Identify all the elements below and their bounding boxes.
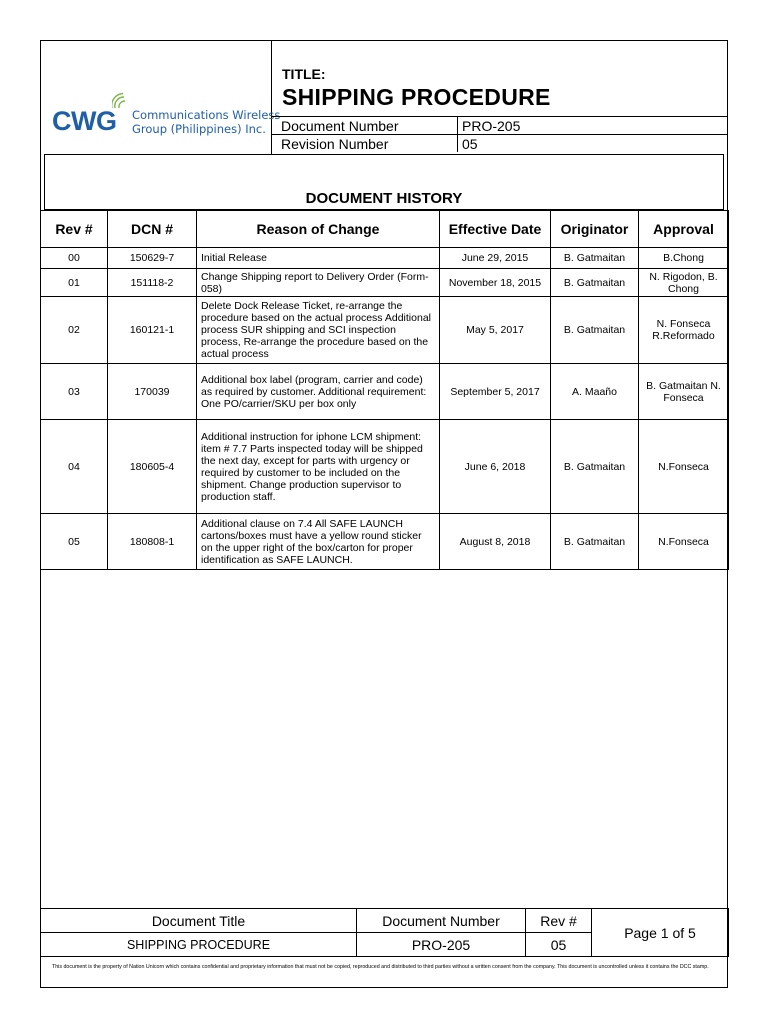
reason-cell: Delete Dock Release Ticket, re-arrange the procedure based on the actual process Additional process SUR shipping and SCI inspection process, Re-arrange the procedure based on the actual process <box>197 297 440 364</box>
originator-cell: B. Gatmaitan <box>551 297 639 364</box>
document-title: SHIPPING PROCEDURE <box>282 84 551 110</box>
footer-rev-label: Rev # <box>526 909 592 933</box>
date-cell: November 18, 2015 <box>440 269 551 297</box>
footer-doc-title-label: Document Title <box>41 909 357 933</box>
approval-cell: N. Rigodon, B. Chong <box>639 269 729 297</box>
rev-cell: 05 <box>41 514 108 570</box>
table-row <box>41 364 729 420</box>
company-name-line2: Group (Philippines) Inc. <box>132 122 266 136</box>
confidentiality-disclaimer: This document is the property of Nation Unicorn which contains confidential and proprietary information that must not be copied, reproduced and distributed to third parties without a written consent from the company. This document is uncontrolled unless it contains the DCC stamp. <box>52 964 709 970</box>
revision-label: Revision Number <box>281 136 389 152</box>
dcn-cell: 170039 <box>108 364 197 420</box>
reason-cell: Additional clause on 7.4 All SAFE LAUNCH cartons/boxes must have a yellow round sticker on the upper right of the box/carton for proper identification as SAFE LAUNCH. <box>197 514 440 570</box>
approval-cell: N. Fonseca R.Reformado <box>639 297 729 364</box>
document-header <box>40 40 728 154</box>
reason-cell: Additional instruction for iphone LCM shipment: item # 7.7 Parts inspected today will be shipped the next day, except for parts with urgency or required by customer to be included on the shipment. Change production supervisor to production staff. <box>197 420 440 514</box>
footer-rev: 05 <box>526 933 592 957</box>
column-header-dcn: DCN # <box>108 211 197 248</box>
document-history-section <box>44 154 724 210</box>
rev-cell: 04 <box>41 420 108 514</box>
reason-cell: Initial Release <box>197 248 440 269</box>
table-row <box>41 420 729 514</box>
dcn-cell: 150629-7 <box>108 248 197 269</box>
dcn-cell: 160121-1 <box>108 297 197 364</box>
title-label: TITLE: <box>282 66 326 82</box>
reason-cell: Additional box label (program, carrier and code) as required by customer. Additional requirement: One PO/carrier/SKU per box only <box>197 364 440 420</box>
approval-cell: B.Chong <box>639 248 729 269</box>
dcn-cell: 180808-1 <box>108 514 197 570</box>
company-name-line1: Communications Wireless <box>132 108 281 122</box>
doc-number-label: Document Number <box>281 118 399 134</box>
approval-cell: N.Fonseca <box>639 420 729 514</box>
document-footer <box>40 908 729 957</box>
document-history-table <box>40 210 729 570</box>
originator-cell: A. Maaño <box>551 364 639 420</box>
rev-cell: 03 <box>41 364 108 420</box>
rev-cell: 00 <box>41 248 108 269</box>
approval-cell: B. Gatmaitan N. Fonseca <box>639 364 729 420</box>
table-row <box>41 269 729 297</box>
column-header-reason: Reason of Change <box>197 211 440 248</box>
footer-doc-number: PRO-205 <box>357 933 526 957</box>
dcn-cell: 151118-2 <box>108 269 197 297</box>
logo-wordmark: CWG <box>52 106 117 136</box>
originator-cell: B. Gatmaitan <box>551 269 639 297</box>
column-header-originator: Originator <box>551 211 639 248</box>
revision-row <box>272 134 728 152</box>
date-cell: August 8, 2018 <box>440 514 551 570</box>
rev-cell: 02 <box>41 297 108 364</box>
date-cell: September 5, 2017 <box>440 364 551 420</box>
footer-doc-title: SHIPPING PROCEDURE <box>41 933 357 957</box>
document-history-title: DOCUMENT HISTORY <box>305 190 463 207</box>
doc-number-row <box>272 116 728 134</box>
column-header-effective-date: Effective Date <box>440 211 551 248</box>
date-cell: June 6, 2018 <box>440 420 551 514</box>
revision-value: 05 <box>457 135 728 152</box>
company-logo <box>40 40 281 154</box>
table-row <box>41 297 729 364</box>
date-cell: June 29, 2015 <box>440 248 551 269</box>
footer-doc-number-label: Document Number <box>357 909 526 933</box>
reason-cell: Change Shipping report to Delivery Order (Form- 058) <box>197 269 440 297</box>
footer-page-number: Page 1 of 5 <box>592 909 729 957</box>
table-row <box>41 514 729 570</box>
originator-cell: B. Gatmaitan <box>551 420 639 514</box>
dcn-cell: 180605-4 <box>108 420 197 514</box>
date-cell: May 5, 2017 <box>440 297 551 364</box>
doc-number-value: PRO-205 <box>457 117 728 134</box>
table-header-row <box>41 211 729 248</box>
originator-cell: B. Gatmaitan <box>551 248 639 269</box>
table-row <box>41 248 729 269</box>
column-header-approval: Approval <box>639 211 729 248</box>
originator-cell: B. Gatmaitan <box>551 514 639 570</box>
approval-cell: N.Fonseca <box>639 514 729 570</box>
column-header-rev: Rev # <box>41 211 108 248</box>
rev-cell: 01 <box>41 269 108 297</box>
